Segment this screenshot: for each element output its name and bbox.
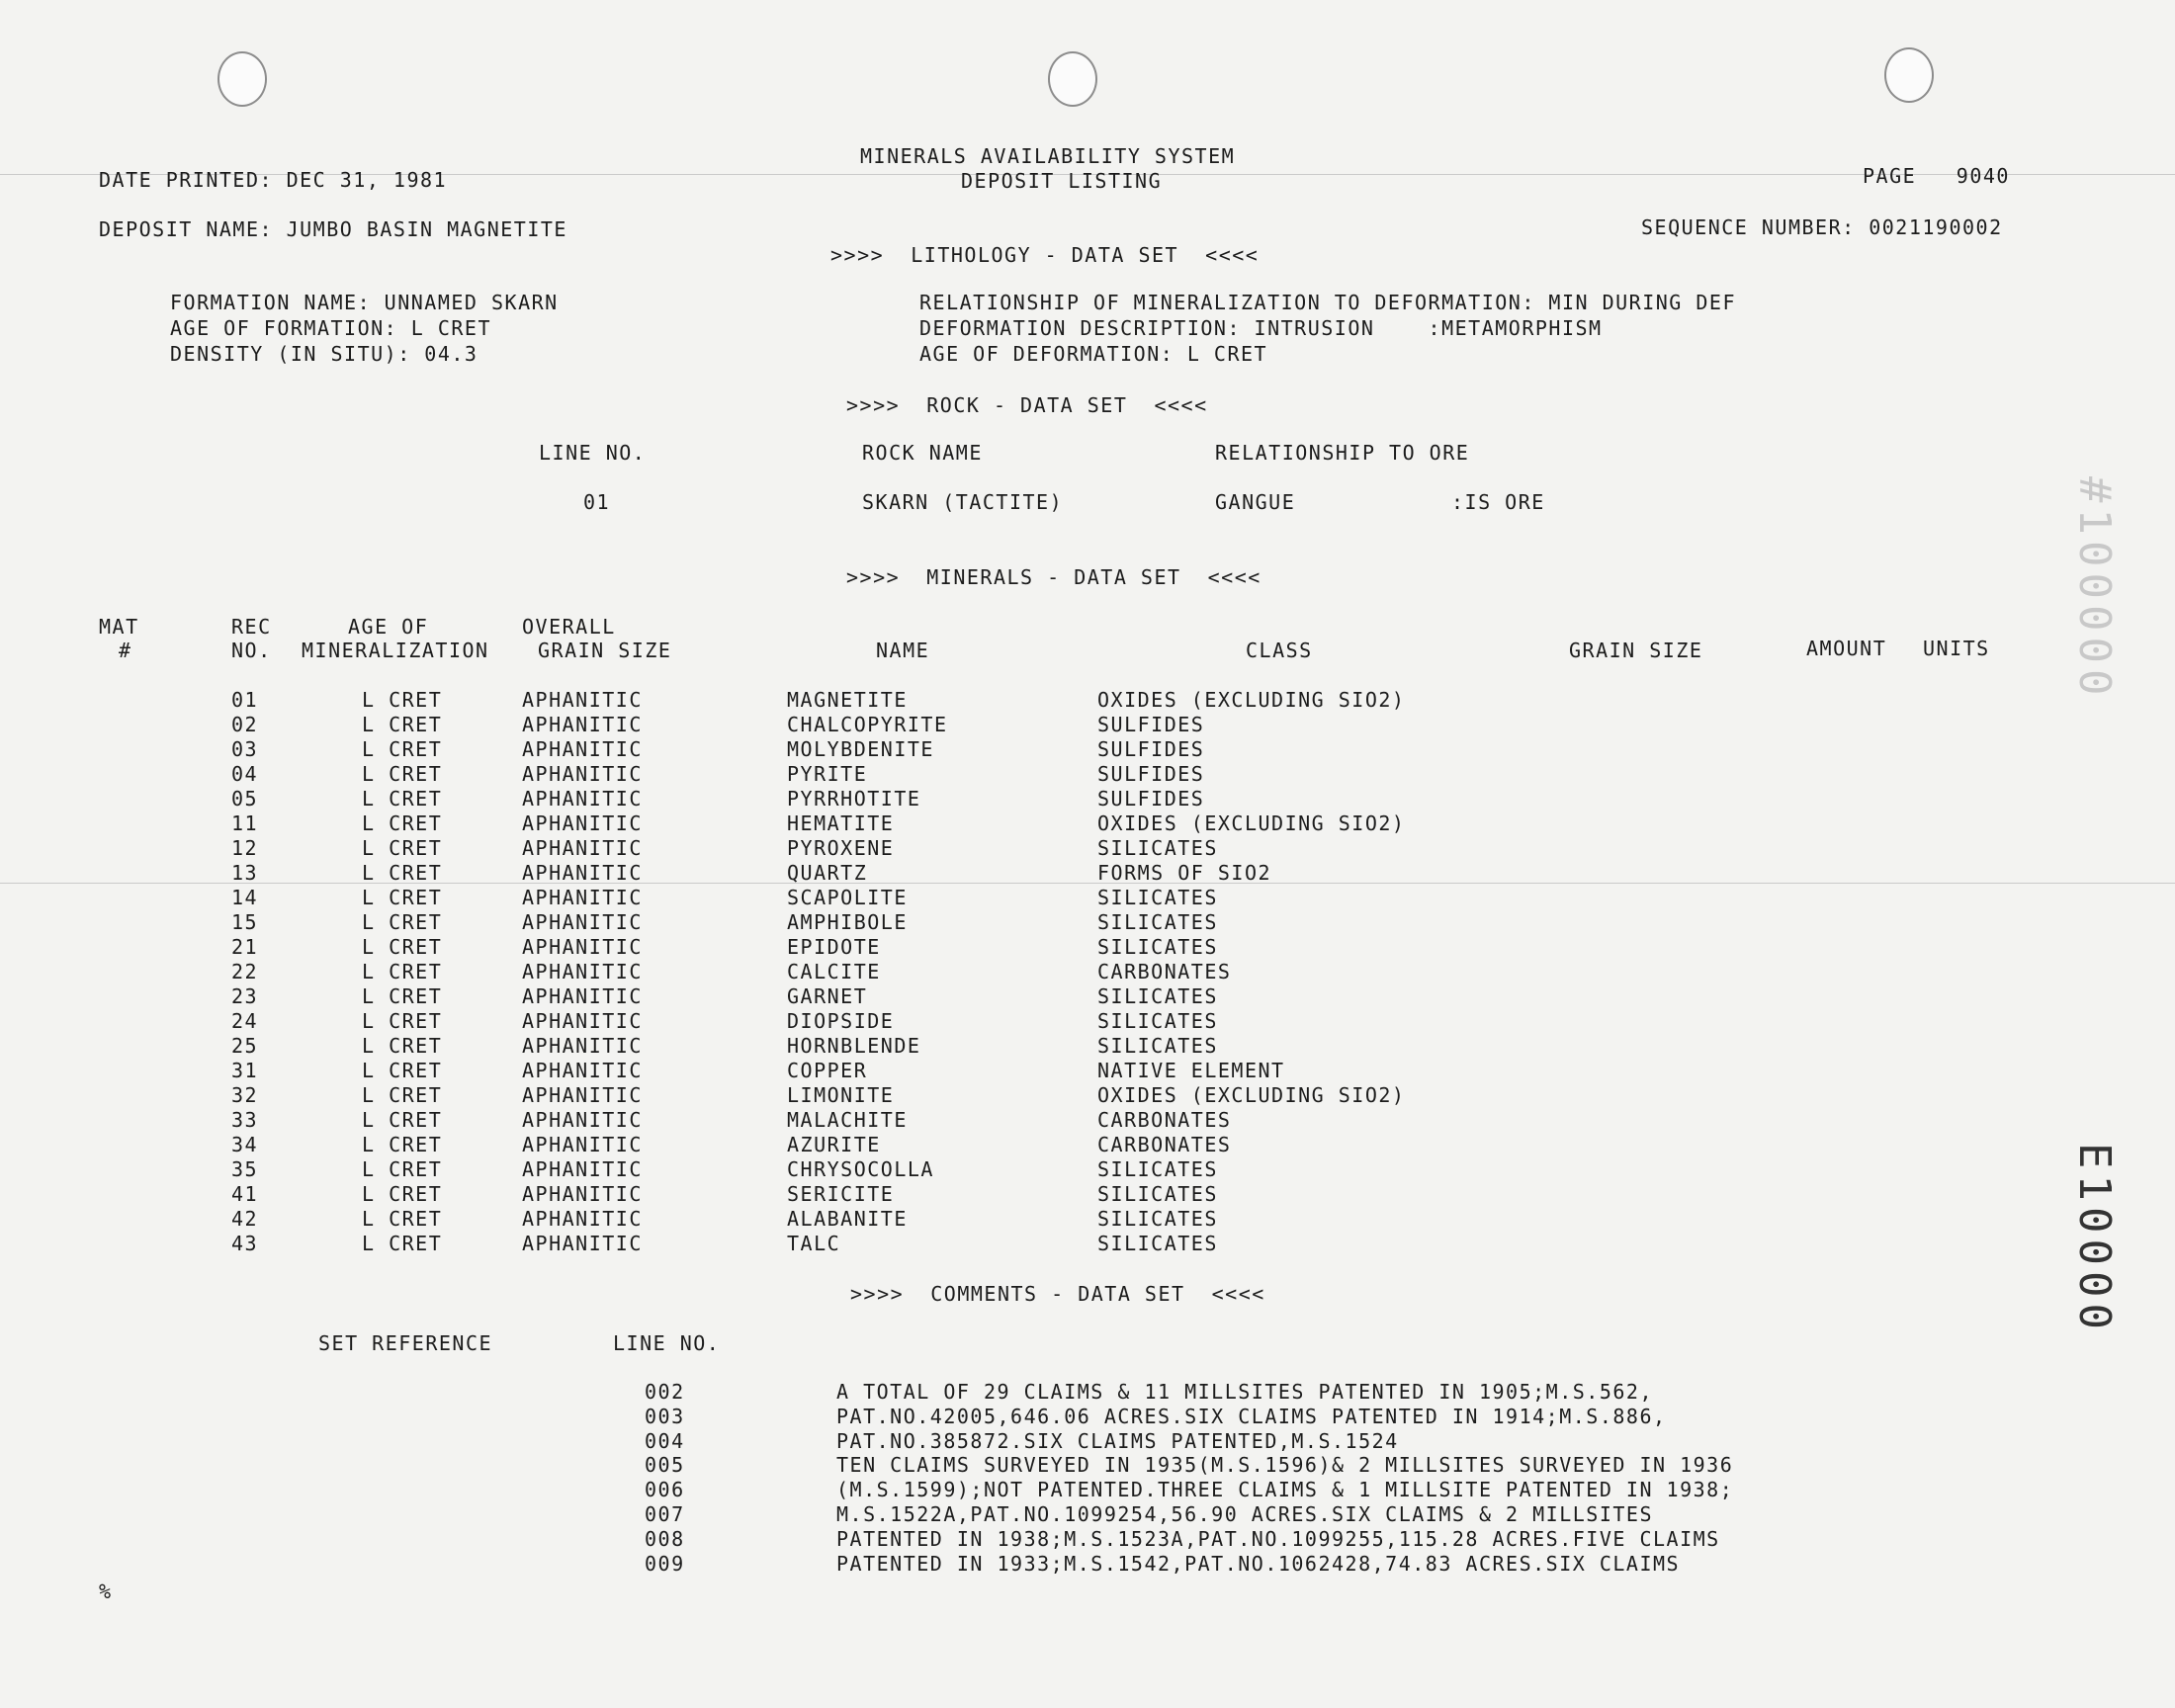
mineral-name: DIOPSIDE xyxy=(787,1009,895,1033)
col-units: UNITS xyxy=(1923,637,1990,660)
mineral-class: SILICATES xyxy=(1097,935,1218,959)
mineral-grain-size: APHANITIC xyxy=(522,984,643,1008)
comment-text: A TOTAL OF 29 CLAIMS & 11 MILLSITES PATENTED IN 1905;M.S.562, xyxy=(836,1380,1654,1404)
mineral-name: PYRITE xyxy=(787,762,868,786)
mineral-class: SILICATES xyxy=(1097,1182,1218,1206)
col-rec-no: NO. xyxy=(231,639,272,662)
mineral-class: SULFIDES xyxy=(1097,713,1205,736)
mineral-rec-no: 35 xyxy=(231,1157,259,1181)
system-title: MINERALS AVAILABILITY SYSTEM xyxy=(860,144,1236,168)
rock-row-line-no: 01 xyxy=(583,490,611,514)
mineral-rec-no: 11 xyxy=(231,811,259,835)
mineral-age: L CRET xyxy=(362,1157,443,1181)
mineral-grain-size: APHANITIC xyxy=(522,1009,643,1033)
density: DENSITY (IN SITU): 04.3 xyxy=(170,342,478,366)
mineral-age: L CRET xyxy=(362,737,443,761)
name-column xyxy=(787,688,948,1256)
mineral-rec-no: 05 xyxy=(231,787,259,811)
mineral-name: QUARTZ xyxy=(787,861,868,885)
mineral-age: L CRET xyxy=(362,886,443,909)
formation-name: FORMATION NAME: UNNAMED SKARN xyxy=(170,291,559,314)
mineral-age: L CRET xyxy=(362,1059,443,1082)
mineral-class: CARBONATES xyxy=(1097,1133,1232,1156)
comment-text: PATENTED IN 1933;M.S.1542,PAT.NO.1062428,74.83 ACRES.SIX CLAIMS xyxy=(836,1551,1681,1576)
mineral-rec-no: 01 xyxy=(231,688,259,712)
mineral-class: OXIDES (EXCLUDING SIO2) xyxy=(1097,1083,1406,1107)
mineral-class: SILICATES xyxy=(1097,1034,1218,1058)
mineral-rec-no: 33 xyxy=(231,1108,259,1132)
mineral-name: HEMATITE xyxy=(787,811,895,835)
comment-text: (M.S.1599);NOT PATENTED.THREE CLAIMS & 1 MILLSITE PATENTED IN 1938; xyxy=(836,1478,1734,1502)
fold-line-middle xyxy=(0,883,2175,884)
mineral-grain-size: APHANITIC xyxy=(522,1083,643,1107)
mineral-rec-no: 23 xyxy=(231,984,259,1008)
mineral-class: SILICATES xyxy=(1097,886,1218,909)
mineralization-relationship: RELATIONSHIP OF MINERALIZATION TO DEFORMATION: MIN DURING DEF xyxy=(919,291,1737,314)
mineral-rec-no: 41 xyxy=(231,1182,259,1206)
mineral-name: GARNET xyxy=(787,984,868,1008)
col-mat: MAT xyxy=(99,615,139,639)
mineral-age: L CRET xyxy=(362,1083,443,1107)
mineral-name: MALACHITE xyxy=(787,1108,908,1132)
binder-hole-left xyxy=(218,51,267,107)
rock-col-line-no: LINE NO. xyxy=(539,441,647,465)
rock-row-relationship: GANGUE xyxy=(1215,490,1296,514)
mineral-class: OXIDES (EXCLUDING SIO2) xyxy=(1097,811,1406,835)
side-stamp-faint: #100000 xyxy=(2069,476,2120,702)
mineral-grain-size: APHANITIC xyxy=(522,1034,643,1058)
mineral-grain-size: APHANITIC xyxy=(522,1133,643,1156)
comment-text: M.S.1522A,PAT.NO.1099254,56.90 ACRES.SIX CLAIMS & 2 MILLSITES xyxy=(836,1501,1654,1526)
mineral-age: L CRET xyxy=(362,836,443,860)
mineral-name: SERICITE xyxy=(787,1182,895,1206)
rock-heading: >>>> ROCK - DATA SET <<<< xyxy=(846,393,1208,417)
mineral-age: L CRET xyxy=(362,960,443,983)
col-mineralization: MINERALIZATION xyxy=(302,639,489,662)
mineral-rec-no: 21 xyxy=(231,935,259,959)
mineral-class: SULFIDES xyxy=(1097,737,1205,761)
mineral-name: MOLYBDENITE xyxy=(787,737,934,761)
comments-heading: >>>> COMMENTS - DATA SET <<<< xyxy=(850,1282,1265,1306)
mineral-rec-no: 42 xyxy=(231,1207,259,1231)
mineral-class: SILICATES xyxy=(1097,1207,1218,1231)
mineral-name: HORNBLENDE xyxy=(787,1034,921,1058)
class-column xyxy=(1097,688,1405,1256)
mineral-grain-size: APHANITIC xyxy=(522,713,643,736)
mineral-age: L CRET xyxy=(362,1133,443,1156)
comments-col-line-no: LINE NO. xyxy=(613,1331,721,1355)
mineral-age: L CRET xyxy=(362,762,443,786)
mineral-name: AZURITE xyxy=(787,1133,881,1156)
mineral-name: CHRYSOCOLLA xyxy=(787,1157,934,1181)
mineral-grain-size: APHANITIC xyxy=(522,1108,643,1132)
mineral-class: SILICATES xyxy=(1097,984,1218,1008)
minerals-heading: >>>> MINERALS - DATA SET <<<< xyxy=(846,565,1262,589)
lithology-heading: >>>> LITHOLOGY - DATA SET <<<< xyxy=(830,243,1260,267)
col-mat-hash: # xyxy=(119,639,132,662)
sequence-number: SEQUENCE NUMBER: 0021190002 xyxy=(1641,215,2003,239)
mineral-rec-no: 32 xyxy=(231,1083,259,1107)
mineral-class: SILICATES xyxy=(1097,910,1218,934)
mineral-age: L CRET xyxy=(362,1207,443,1231)
col-name: NAME xyxy=(876,639,930,662)
mineral-age: L CRET xyxy=(362,1108,443,1132)
mineral-grain-size: APHANITIC xyxy=(522,1157,643,1181)
mineral-grain-size: APHANITIC xyxy=(522,1232,643,1255)
mineral-name: AMPHIBOLE xyxy=(787,910,908,934)
age-of-deformation: AGE OF DEFORMATION: L CRET xyxy=(919,342,1268,366)
mineral-class: FORMS OF SIO2 xyxy=(1097,861,1272,885)
mineral-age: L CRET xyxy=(362,787,443,811)
deposit-name: DEPOSIT NAME: JUMBO BASIN MAGNETITE xyxy=(99,217,567,241)
rec-no-column xyxy=(231,688,258,1256)
mineral-age: L CRET xyxy=(362,1232,443,1255)
mineral-rec-no: 13 xyxy=(231,861,259,885)
mineral-rec-no: 04 xyxy=(231,762,259,786)
comment-text: PATENTED IN 1938;M.S.1523A,PAT.NO.1099255,115.28 ACRES.FIVE CLAIMS xyxy=(836,1526,1720,1551)
rock-col-rock-name: ROCK NAME xyxy=(862,441,983,465)
mineral-name: COPPER xyxy=(787,1059,868,1082)
mineral-age: L CRET xyxy=(362,984,443,1008)
mineral-rec-no: 34 xyxy=(231,1133,259,1156)
comment-line-no: 005 xyxy=(645,1453,685,1478)
mineral-grain-size: APHANITIC xyxy=(522,688,643,712)
mineral-class: SILICATES xyxy=(1097,1009,1218,1033)
mineral-age: L CRET xyxy=(362,713,443,736)
rock-row-name: SKARN (TACTITE) xyxy=(862,490,1064,514)
listing-title: DEPOSIT LISTING xyxy=(961,169,1163,193)
mineral-class: SILICATES xyxy=(1097,1157,1218,1181)
binder-hole-right xyxy=(1884,47,1934,103)
comment-text-column xyxy=(836,1380,1733,1576)
mineral-name: TALC xyxy=(787,1232,841,1255)
deformation-description: DEFORMATION DESCRIPTION: INTRUSION :METAMORPHISM xyxy=(919,316,1603,340)
mineral-grain-size: APHANITIC xyxy=(522,861,643,885)
side-stamp: E10000 xyxy=(2069,1143,2120,1335)
mineral-name: PYRRHOTITE xyxy=(787,787,921,811)
col-grain-size-2: GRAIN SIZE xyxy=(1569,639,1703,662)
mineral-rec-no: 12 xyxy=(231,836,259,860)
col-overall: OVERALL xyxy=(522,615,616,639)
comments-col-set-reference: SET REFERENCE xyxy=(318,1331,493,1355)
rock-col-relationship: RELATIONSHIP TO ORE xyxy=(1215,441,1470,465)
mineral-grain-size: APHANITIC xyxy=(522,737,643,761)
mineral-class: SULFIDES xyxy=(1097,787,1205,811)
mineral-rec-no: 25 xyxy=(231,1034,259,1058)
col-rec: REC xyxy=(231,615,272,639)
mineral-class: CARBONATES xyxy=(1097,1108,1232,1132)
comment-line-no: 004 xyxy=(645,1428,685,1453)
mineral-rec-no: 15 xyxy=(231,910,259,934)
mineral-age: L CRET xyxy=(362,935,443,959)
age-of-formation: AGE OF FORMATION: L CRET xyxy=(170,316,491,340)
comment-text: TEN CLAIMS SURVEYED IN 1935(M.S.1596)& 2 MILLSITES SURVEYED IN 1936 xyxy=(836,1453,1734,1478)
grain-size-column xyxy=(522,688,643,1256)
comment-line-no: 006 xyxy=(645,1478,685,1502)
comment-line-no-column xyxy=(645,1380,685,1576)
date-printed: DATE PRINTED: DEC 31, 1981 xyxy=(99,168,448,192)
age-column xyxy=(362,688,442,1256)
mineral-name: SCAPOLITE xyxy=(787,886,908,909)
binder-hole-center xyxy=(1048,51,1097,107)
page-number: PAGE 9040 xyxy=(1863,164,2010,188)
col-class: CLASS xyxy=(1246,639,1313,662)
mineral-age: L CRET xyxy=(362,1182,443,1206)
mineral-rec-no: 22 xyxy=(231,960,259,983)
comment-text: PAT.NO.42005,646.06 ACRES.SIX CLAIMS PATENTED IN 1914;M.S.886, xyxy=(836,1404,1667,1428)
mineral-grain-size: APHANITIC xyxy=(522,910,643,934)
mineral-name: LIMONITE xyxy=(787,1083,895,1107)
mineral-grain-size: APHANITIC xyxy=(522,1059,643,1082)
mineral-rec-no: 31 xyxy=(231,1059,259,1082)
col-amount: AMOUNT xyxy=(1806,637,1887,660)
mineral-age: L CRET xyxy=(362,910,443,934)
mineral-rec-no: 02 xyxy=(231,713,259,736)
mineral-class: NATIVE ELEMENT xyxy=(1097,1059,1285,1082)
mineral-age: L CRET xyxy=(362,1034,443,1058)
mineral-grain-size: APHANITIC xyxy=(522,787,643,811)
comment-text: PAT.NO.385872.SIX CLAIMS PATENTED,M.S.1524 xyxy=(836,1428,1399,1453)
mineral-grain-size: APHANITIC xyxy=(522,1182,643,1206)
comment-line-no: 009 xyxy=(645,1551,685,1576)
mineral-grain-size: APHANITIC xyxy=(522,1207,643,1231)
comment-line-no: 003 xyxy=(645,1404,685,1428)
mineral-grain-size: APHANITIC xyxy=(522,886,643,909)
mineral-name: CALCITE xyxy=(787,960,881,983)
mineral-rec-no: 14 xyxy=(231,886,259,909)
mineral-name: CHALCOPYRITE xyxy=(787,713,948,736)
mineral-name: PYROXENE xyxy=(787,836,895,860)
mineral-grain-size: APHANITIC xyxy=(522,762,643,786)
mineral-name: EPIDOTE xyxy=(787,935,881,959)
rock-row-is-ore: :IS ORE xyxy=(1451,490,1545,514)
mineral-class: OXIDES (EXCLUDING SIO2) xyxy=(1097,688,1406,712)
mineral-name: MAGNETITE xyxy=(787,688,908,712)
mineral-age: L CRET xyxy=(362,1009,443,1033)
comment-line-no: 002 xyxy=(645,1380,685,1404)
footer-percent-mark: % xyxy=(99,1580,113,1603)
mineral-age: L CRET xyxy=(362,688,443,712)
mineral-name: ALABANITE xyxy=(787,1207,908,1231)
mineral-rec-no: 24 xyxy=(231,1009,259,1033)
comment-line-no: 008 xyxy=(645,1526,685,1551)
mineral-rec-no: 03 xyxy=(231,737,259,761)
mineral-grain-size: APHANITIC xyxy=(522,935,643,959)
mineral-class: CARBONATES xyxy=(1097,960,1232,983)
mineral-age: L CRET xyxy=(362,811,443,835)
mineral-class: SULFIDES xyxy=(1097,762,1205,786)
comment-line-no: 007 xyxy=(645,1501,685,1526)
mineral-rec-no: 43 xyxy=(231,1232,259,1255)
mineral-grain-size: APHANITIC xyxy=(522,811,643,835)
col-grain-size: GRAIN SIZE xyxy=(538,639,672,662)
mineral-age: L CRET xyxy=(362,861,443,885)
col-age-of: AGE OF xyxy=(348,615,429,639)
mineral-grain-size: APHANITIC xyxy=(522,960,643,983)
mineral-class: SILICATES xyxy=(1097,836,1218,860)
mineral-grain-size: APHANITIC xyxy=(522,836,643,860)
mineral-class: SILICATES xyxy=(1097,1232,1218,1255)
